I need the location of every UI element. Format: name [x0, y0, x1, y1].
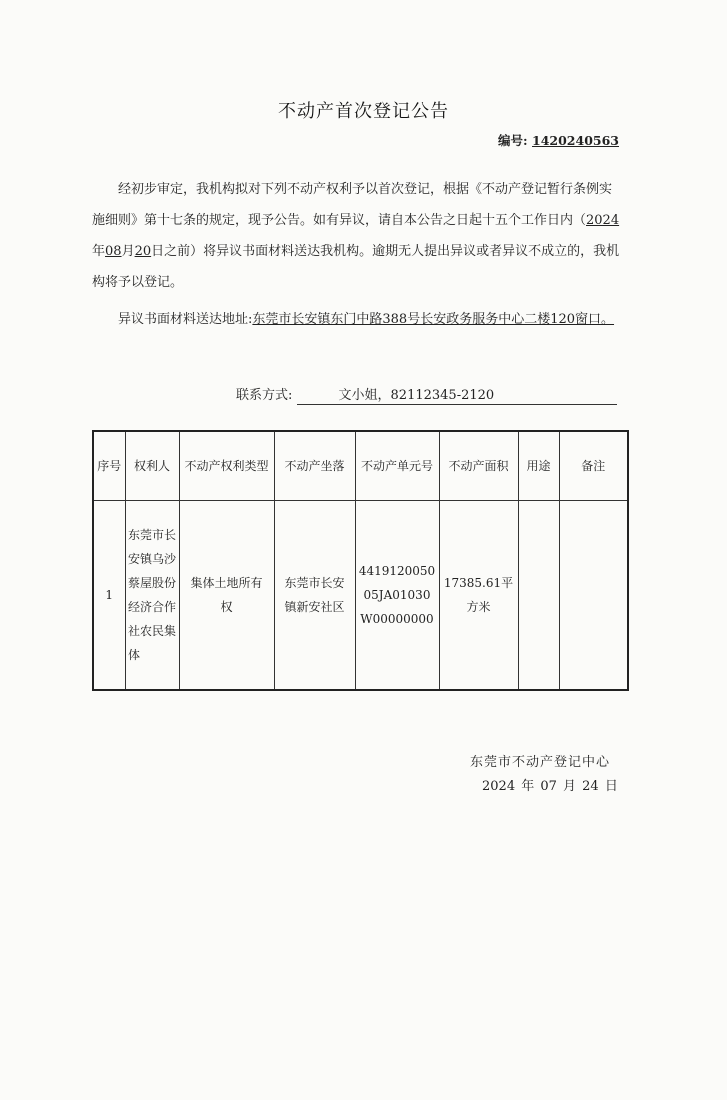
issue-date: 2024 年 07 月 24 日 — [482, 779, 618, 794]
area-text: 17385.61平方米 — [443, 575, 514, 614]
cell-holder — [125, 500, 179, 690]
table-header-row — [93, 431, 628, 500]
deadline-day: 20 — [134, 244, 152, 259]
deadline-month-sep: 月 — [121, 244, 135, 259]
page-title: 不动产首次登记公告 — [278, 101, 449, 122]
col-header-holder: 权利人 — [125, 431, 179, 500]
intro-text: 经初步审定，我机构拟对下列不动产权利予以首次登记，根据《不动产登记暂行条例实施细则》第十七条的规定，现予公告。如有异议，请自本公告之日起十五个工作日内（ — [92, 182, 613, 228]
cell-right-type — [179, 500, 274, 690]
col-header-area: 不动产面积 — [439, 431, 518, 500]
issuing-organization: 东莞市不动产登记中心 — [470, 755, 611, 770]
cell-location — [274, 500, 355, 690]
cell-remark — [559, 500, 628, 690]
cell-no: 1 — [93, 500, 125, 690]
col-header-unit-no: 不动产单元号 — [355, 431, 439, 500]
contact-label: 联系方式: — [236, 388, 293, 403]
contact-info — [92, 384, 624, 405]
objection-address — [92, 300, 624, 340]
address-label: 异议书面材料送达地址: — [118, 312, 253, 327]
document-number — [498, 131, 619, 149]
cell-area — [439, 500, 518, 690]
col-header-remark: 备注 — [559, 431, 628, 500]
deadline-year: 2024 — [586, 213, 620, 228]
deadline-day-suffix: 日之前） — [151, 244, 204, 259]
table-row — [93, 500, 628, 690]
deadline-month: 08 — [105, 244, 122, 259]
registration-table — [92, 430, 629, 691]
document-number-label: 编号: — [498, 133, 528, 148]
unit-no-text: 441912005005JA01030W00000000 — [358, 563, 436, 626]
holder-text: 东莞市长安镇乌沙蔡屋股份经济合作社农民集体 — [128, 527, 177, 662]
deadline-year-sep: 年 — [92, 244, 106, 259]
cell-usage — [518, 500, 559, 690]
right-type-text: 集体土地所有权 — [190, 575, 263, 614]
col-header-right-type: 不动产权利类型 — [179, 431, 274, 500]
cell-unit-no — [355, 500, 439, 690]
contact-value: 文小姐，82112345-2120 — [297, 387, 617, 405]
address-value: 东莞市长安镇东门中路388号长安政务服务中心二楼120窗口。 — [252, 312, 615, 327]
intro-text-2: 将异议书面材料送达我机构。逾期无人提出异议或者异议不成立的，我机构将予以登记。 — [92, 244, 620, 290]
col-header-no: 序号 — [93, 431, 125, 500]
location-text: 东莞市长安镇新安社区 — [284, 575, 345, 614]
col-header-location: 不动产坐落 — [274, 431, 355, 500]
notice-body — [92, 174, 624, 298]
document-number-value: 1420240563 — [532, 133, 619, 148]
col-header-usage: 用途 — [518, 431, 559, 500]
